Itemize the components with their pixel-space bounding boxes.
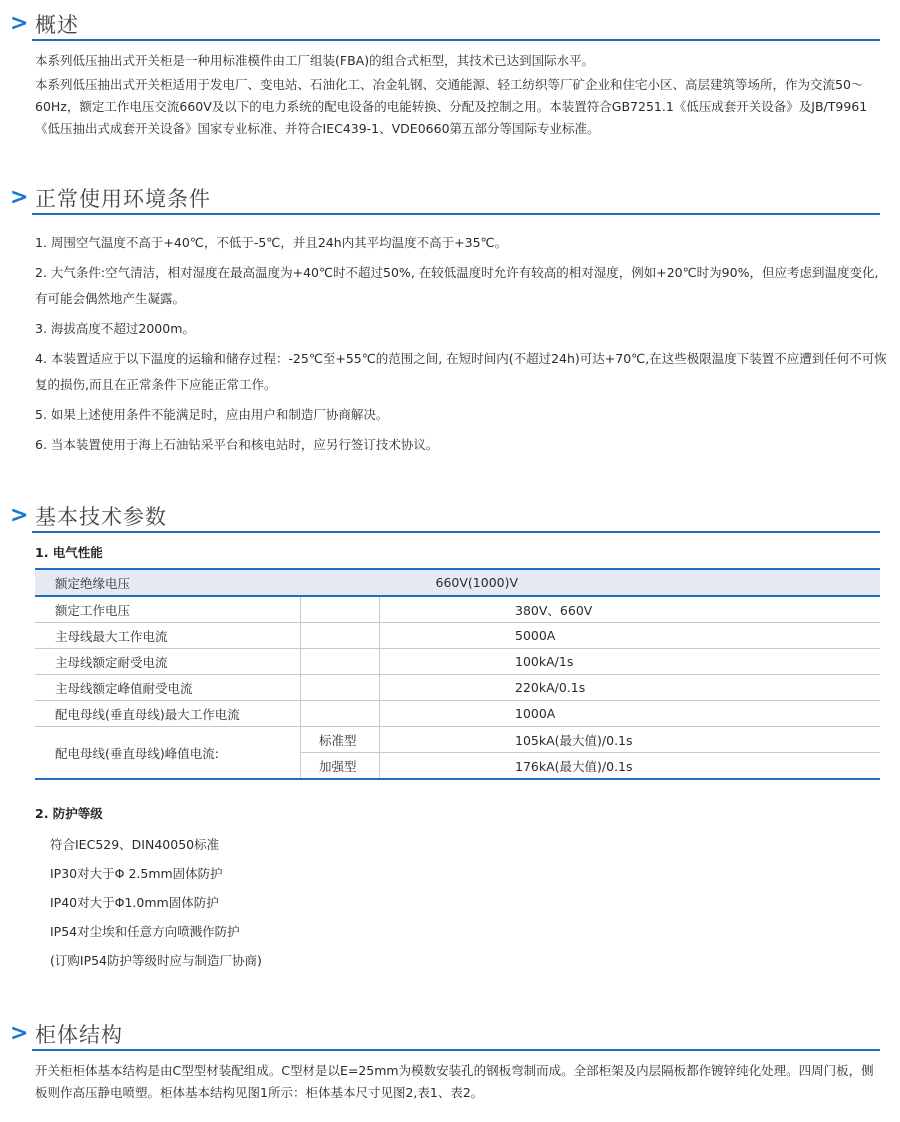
param-name: 额定绝缘电压 [35,569,301,596]
param-value: 105kA(最大值)/0.1s [380,727,881,753]
chevron-right-icon: > [10,1021,29,1046]
section-title: 基本技术参数 [35,505,167,529]
list-item: IP30对大于Φ 2.5mm固体防护 [50,866,223,881]
section-header-structure [10,1017,880,1051]
chevron-right-icon: > [10,503,29,528]
param-name: 主母线额定峰值耐受电流 [35,675,301,701]
section-header-parameters [10,499,880,533]
param-sub [301,701,380,727]
table-row [35,701,880,727]
environment-list [35,230,890,462]
param-sub: 标准型 [301,727,380,753]
list-item: 2. 大气条件:空气清洁，相对湿度在最高温度为+40℃时不超过50%, 在较低温度时允许有较高的相对湿度，例如+20℃时为90%，但应考虑到温度变化,有可能会偶然地产生凝露。 [35,265,879,306]
section-title: 柜体结构 [35,1023,123,1047]
param-value: 176kA(最大值)/0.1s [380,753,881,780]
section-header-environment [10,181,880,215]
structure-paragraph: 开关柜柜体基本结构是由C型型材装配组成。C型材是以E=25mm为模数安装孔的钢板弯制而成。全部柜架及内层隔板都作镀锌纯化处理。四周门板，侧板则作高压静电喷塑。柜体基本结构见图1所示：柜体基本尺寸见图2,表1、表2。 [35,1063,874,1100]
divider [32,213,880,215]
list-item: 符合IEC529、DIN40050标准 [50,837,220,852]
param-sub [301,596,380,623]
chevron-right-icon: > [10,11,29,36]
table-row [35,649,880,675]
section-header-overview [10,7,880,41]
section-title: 概述 [35,13,79,37]
electrical-parameters-table [35,568,880,780]
param-sub [301,649,380,675]
list-item: 5. 如果上述使用条件不能满足时，应由用户和制造厂协商解决。 [35,407,389,422]
divider [32,531,880,533]
param-name: 主母线最大工作电流 [35,623,301,649]
list-item: IP54对尘埃和任意方向喷溅作防护 [50,924,240,939]
param-name: 配电母线(垂直母线)最大工作电流 [35,701,301,727]
param-value: 1000A [380,701,881,727]
param-sub [301,675,380,701]
table-row [35,727,880,753]
list-item: 6. 当本装置使用于海上石油钻采平台和核电站时，应另行签订技术协议。 [35,437,439,452]
list-item: (订购IP54防护等级时应与制造厂协商) [50,953,262,968]
protection-list [50,830,650,975]
param-value: 100kA/1s [380,649,881,675]
divider [32,1049,880,1051]
param-name: 配电母线(垂直母线)峰值电流: [35,727,301,780]
param-name: 主母线额定耐受电流 [35,649,301,675]
chevron-right-icon: > [10,185,29,210]
param-value: 660V(1000)V [301,569,881,596]
list-item: IP40对大于Φ1.0mm固体防护 [50,895,219,910]
electrical-subtitle: 1. 电气性能 [35,545,103,560]
overview-paragraph-1: 本系列低压抽出式开关柜是一种用标准模件由工厂组装(FBA)的组合式柜型，其技术已达到国际水平。 [35,53,595,68]
table-row [35,596,880,623]
param-name: 额定工作电压 [35,596,301,623]
overview-paragraph-2: 本系列低压抽出式开关柜适用于发电厂、变电站、石油化工、冶金轧钢、交通能源、轻工纺织等厂矿企业和住宅小区、高层建筑等场所，作为交流50～60Hz，额定工作电压交流660V及以下的电力系统的配电设备的电能转换、分配及控制之用。本装置符合GB7251.1《低压成套开关设备》及JB/T9961《低压抽出式成套开关设备》国家专业标准、并符合IEC439-1、VDE0660第五部分等国际专业标准。 [35,77,868,136]
param-sub: 加强型 [301,753,380,780]
table-row [35,675,880,701]
list-item: 4. 本装置适应于以下温度的运输和储存过程：-25℃至+55℃的范围之间, 在短时间内(不超过24h)可达+70℃,在这些极限温度下装置不应遭到任何不可恢复的损伤,而且在正常条件下应能正常工作。 [35,351,887,392]
section-title: 正常使用环境条件 [35,187,211,211]
param-sub [301,623,380,649]
table-row [35,569,880,596]
table-row [35,623,880,649]
protection-subtitle: 2. 防护等级 [35,806,103,821]
list-item: 3. 海拔高度不超过2000m。 [35,321,195,336]
divider [32,39,880,41]
param-value: 220kA/0.1s [380,675,881,701]
param-value: 5000A [380,623,881,649]
param-value: 380V、660V [380,596,881,623]
list-item: 1. 周围空气温度不高于+40℃，不低于-5℃，并且24h内其平均温度不高于+35℃。 [35,235,508,250]
